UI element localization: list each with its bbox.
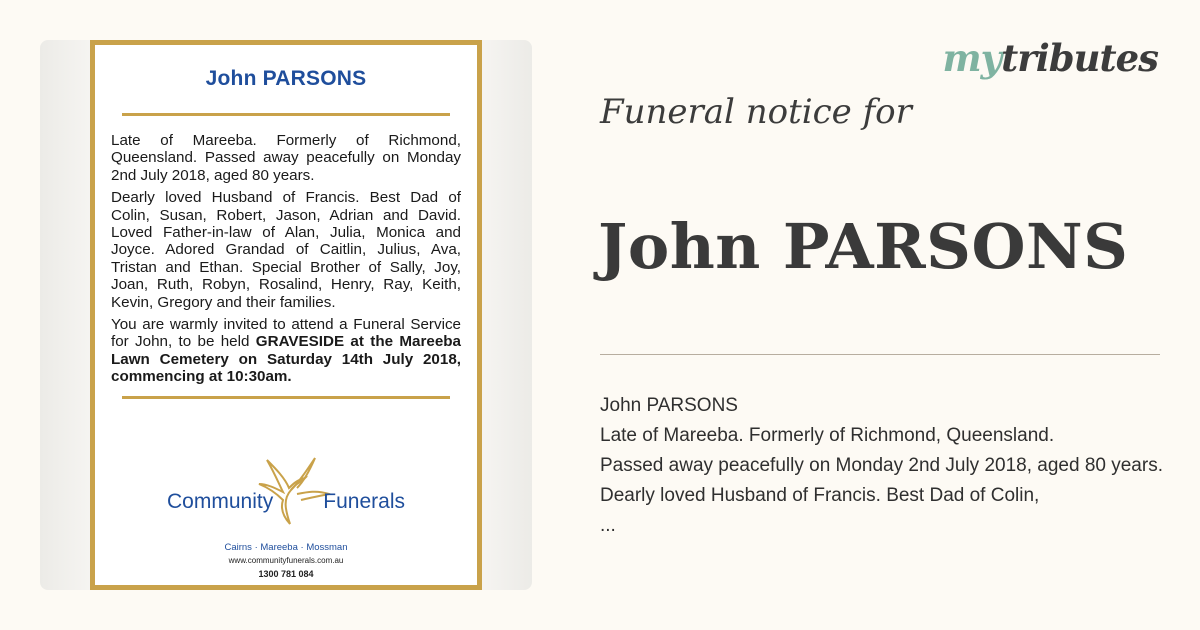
notice-excerpt (600, 391, 1196, 541)
logo-word-community: Community (167, 490, 274, 513)
logo-phone: 1300 781 084 (258, 569, 314, 579)
logo-website: www.communityfunerals.com.au (228, 556, 344, 565)
excerpt-line: Late of Mareeba. Formerly of Richmond, Queensland. (600, 425, 1055, 446)
notice-service-text: You are warmly invited to attend a Funeral Service for John, to be held (111, 316, 461, 351)
notice-paragraph: Dearly loved Husband of Francis. Best Dad of Colin, Susan, Robert, Jason, Adrian and David. Loved Father-in-law of Alan, Julia, Monica and Joyce. Adored Grandad of Caitlin, Julius, Ava, Tristan and Ethan. Special Brother of Sally, Joy, Joan, Ruth, Robyn, Rosalind, Henry, Ray, Keith, Kevin, Gregory and their families. (111, 189, 461, 311)
logo-word-funerals: Funerals (323, 490, 405, 513)
notice-paragraph: Late of Mareeba. Formerly of Richmond, Queensland. Passed away peacefully on Monday 2nd July 2018, aged 80 years. (111, 132, 461, 184)
notice-name: John PARSONS (205, 67, 367, 90)
notice-divider-top (122, 113, 450, 116)
notice-paragraph (111, 316, 461, 386)
funeral-home-logo (167, 452, 405, 582)
notice-card (90, 40, 482, 590)
excerpt-ellipsis: ... (600, 515, 616, 536)
brand-suffix: tributes (1001, 36, 1158, 80)
deceased-name: John PARSONS (598, 210, 1129, 283)
intro-heading: Funeral notice for (600, 92, 912, 132)
excerpt-line: Dearly loved Husband of Francis. Best Dad of Colin, (600, 485, 1040, 506)
notice-body (109, 132, 463, 386)
notice-image (40, 40, 532, 590)
brand-prefix: my (942, 36, 1002, 80)
notice-divider-bottom (122, 396, 450, 399)
excerpt-line: John PARSONS (600, 395, 738, 416)
excerpt-line: Passed away peacefully on Monday 2nd July 2018, aged 80 years. (600, 455, 1163, 476)
logo-towns: Cairns · Mareeba · Mossman (224, 542, 348, 553)
mytributes-logo[interactable] (942, 36, 1158, 80)
notice-service-details: GRAVESIDE at the Mareeba Lawn Cemetery on Saturday 14th July 2018, commencing at 10:30am. (111, 333, 461, 386)
divider (600, 354, 1160, 355)
